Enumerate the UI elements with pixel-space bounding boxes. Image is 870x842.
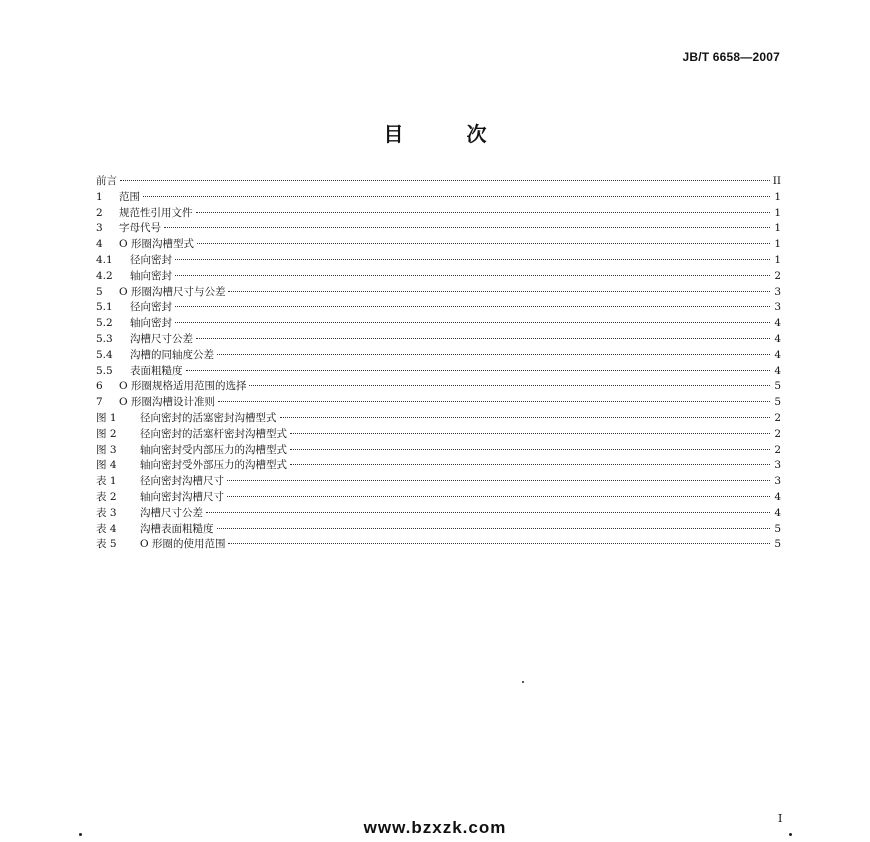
toc-entry-number: 4 bbox=[96, 238, 103, 251]
toc-leader-dots bbox=[186, 370, 771, 371]
scan-speck bbox=[79, 833, 82, 836]
toc-entry-label: 径向密封的活塞杆密封沟槽型式 bbox=[140, 427, 287, 440]
toc-entry-label: 表面粗糙度 bbox=[130, 364, 183, 377]
toc-entry-label: 前言 bbox=[96, 175, 117, 187]
toc-entry-number: 图 1 bbox=[96, 411, 117, 424]
toc-leader-dots bbox=[175, 322, 770, 323]
toc-entry[interactable] bbox=[96, 474, 781, 490]
toc-entry-number: 5.1 bbox=[96, 301, 113, 314]
toc-entry[interactable] bbox=[96, 506, 781, 522]
toc-entry-label: 径向密封的活塞密封沟槽型式 bbox=[140, 411, 277, 424]
scan-speck bbox=[789, 833, 792, 836]
toc-entry-number: 图 2 bbox=[96, 427, 117, 440]
toc-entry[interactable] bbox=[96, 348, 781, 364]
toc-entry-number: 5 bbox=[96, 285, 103, 298]
toc-entry[interactable] bbox=[96, 458, 781, 474]
toc-entry[interactable] bbox=[96, 427, 781, 443]
toc-entry-label: 范围 bbox=[119, 190, 140, 203]
toc-entry[interactable] bbox=[96, 285, 781, 301]
toc-entry[interactable] bbox=[96, 174, 781, 190]
toc-leader-dots bbox=[206, 512, 770, 513]
toc-entry-label: 沟槽尺寸公差 bbox=[130, 332, 193, 345]
toc-entry-page: 2 bbox=[774, 269, 781, 282]
toc-entry-number: 4.1 bbox=[96, 253, 113, 266]
toc-entry-page: 5 bbox=[774, 522, 781, 535]
toc-entry-label: 径向密封 bbox=[130, 253, 172, 266]
toc-entry[interactable] bbox=[96, 443, 781, 459]
toc-entry-page: 3 bbox=[774, 301, 781, 314]
toc-entry-page: 2 bbox=[774, 427, 781, 440]
toc-leader-dots bbox=[175, 275, 770, 276]
toc-entry-number: 4.2 bbox=[96, 269, 113, 282]
toc-entry-page: 1 bbox=[774, 238, 781, 251]
toc-entry-label: 轴向密封沟槽尺寸 bbox=[140, 490, 224, 503]
toc-entry-number: 表 2 bbox=[96, 490, 117, 503]
toc-entry-label: 沟槽尺寸公差 bbox=[140, 506, 203, 519]
toc-entry-label: 沟槽表面粗糙度 bbox=[140, 522, 214, 535]
toc-entry-label: 径向密封沟槽尺寸 bbox=[140, 475, 224, 488]
toc-entry-page: II bbox=[772, 175, 781, 187]
toc-entry-page: 1 bbox=[774, 222, 781, 235]
toc-entry-label: O 形圈规格适用范围的选择 bbox=[119, 380, 247, 393]
toc-entry[interactable] bbox=[96, 537, 781, 553]
toc-leader-dots bbox=[196, 338, 770, 339]
website-watermark[interactable]: www.bzxzk.com bbox=[363, 818, 507, 837]
toc-leader-dots bbox=[120, 180, 770, 181]
toc-entry-number: 3 bbox=[96, 222, 103, 235]
toc-entry-label: 字母代号 bbox=[119, 222, 161, 235]
toc-leader-dots bbox=[217, 528, 771, 529]
toc-leader-dots bbox=[227, 496, 770, 497]
toc-entry[interactable] bbox=[96, 300, 781, 316]
toc-entry[interactable] bbox=[96, 395, 781, 411]
toc-entry-label: 规范性引用文件 bbox=[119, 206, 193, 219]
toc-leader-dots bbox=[290, 433, 770, 434]
toc-leader-dots bbox=[290, 449, 770, 450]
toc-entry[interactable] bbox=[96, 411, 781, 427]
toc-entry-label: 轴向密封受内部压力的沟槽型式 bbox=[140, 443, 287, 456]
toc-leader-dots bbox=[196, 212, 771, 213]
toc-leader-dots bbox=[217, 354, 770, 355]
toc-leader-dots bbox=[280, 417, 771, 418]
toc-entry[interactable] bbox=[96, 253, 781, 269]
toc-entry-label: O 形圈沟槽设计准则 bbox=[119, 396, 215, 409]
toc-entry-page: 4 bbox=[774, 490, 781, 503]
toc-entry-number: 6 bbox=[96, 380, 103, 393]
toc-leader-dots bbox=[164, 227, 770, 228]
toc-entry-label: O 形圈的使用范围 bbox=[140, 538, 226, 551]
toc-entry-label: O 形圈沟槽尺寸与公差 bbox=[119, 285, 226, 298]
toc-entry-number: 7 bbox=[96, 396, 103, 409]
toc-entry-page: 5 bbox=[774, 538, 781, 551]
page-title: 目 次 bbox=[383, 122, 515, 146]
toc-leader-dots bbox=[175, 259, 770, 260]
toc-entry-page: 4 bbox=[774, 317, 781, 330]
standard-number: JB/T 6658—2007 bbox=[682, 50, 780, 64]
toc-entry-number: 表 4 bbox=[96, 522, 117, 535]
toc-entry-page: 5 bbox=[774, 380, 781, 393]
toc-entry-label: 沟槽的同轴度公差 bbox=[130, 348, 214, 361]
toc-entry-label: 轴向密封 bbox=[130, 269, 172, 282]
toc-entry-number: 表 3 bbox=[96, 506, 117, 519]
toc-entry-label: 径向密封 bbox=[130, 301, 172, 314]
toc-entry-number: 图 4 bbox=[96, 459, 117, 472]
toc-leader-dots bbox=[143, 196, 770, 197]
toc-leader-dots bbox=[290, 464, 770, 465]
toc-entry[interactable] bbox=[96, 221, 781, 237]
toc-entry-page: 1 bbox=[774, 206, 781, 219]
toc-entry-number: 5.2 bbox=[96, 317, 113, 330]
toc-entry-number: 5.3 bbox=[96, 332, 113, 345]
toc-leader-dots bbox=[218, 401, 770, 402]
toc-leader-dots bbox=[228, 543, 770, 544]
toc-entry-number: 表 5 bbox=[96, 538, 117, 551]
toc-leader-dots bbox=[249, 385, 770, 386]
toc-leader-dots bbox=[228, 291, 770, 292]
toc-leader-dots bbox=[227, 480, 770, 481]
scan-speck bbox=[522, 681, 524, 683]
toc-entry[interactable] bbox=[96, 379, 781, 395]
toc-entry[interactable] bbox=[96, 522, 781, 538]
toc-entry[interactable] bbox=[96, 190, 781, 206]
toc-entry-number: 5.5 bbox=[96, 364, 113, 377]
toc-entry-page: 3 bbox=[774, 459, 781, 472]
toc-entry-number: 5.4 bbox=[96, 348, 113, 361]
toc-entry[interactable] bbox=[96, 316, 781, 332]
toc-entry-number: 2 bbox=[96, 206, 103, 219]
toc-entry-number: 表 1 bbox=[96, 475, 117, 488]
toc-entry-number: 1 bbox=[96, 190, 103, 203]
toc-entry-label: 轴向密封受外部压力的沟槽型式 bbox=[140, 459, 287, 472]
toc-entry-page: 2 bbox=[774, 443, 781, 456]
toc-leader-dots bbox=[175, 306, 770, 307]
toc-entry-page: 3 bbox=[774, 285, 781, 298]
toc-leader-dots bbox=[197, 243, 770, 244]
toc-entry[interactable] bbox=[96, 206, 781, 222]
toc-entry[interactable] bbox=[96, 237, 781, 253]
toc-entry[interactable] bbox=[96, 364, 781, 380]
toc-entry-page: 2 bbox=[774, 411, 781, 424]
toc-entry-label: O 形圈沟槽型式 bbox=[119, 238, 194, 251]
toc-entry-page: 4 bbox=[774, 364, 781, 377]
toc-entry-page: 5 bbox=[774, 396, 781, 409]
toc-entry-page: 3 bbox=[774, 475, 781, 488]
table-of-contents bbox=[96, 174, 781, 553]
toc-entry[interactable] bbox=[96, 490, 781, 506]
toc-entry-page: 4 bbox=[774, 348, 781, 361]
toc-entry-page: 1 bbox=[774, 190, 781, 203]
toc-entry-page: 4 bbox=[774, 332, 781, 345]
toc-entry[interactable] bbox=[96, 332, 781, 348]
toc-entry[interactable] bbox=[96, 269, 781, 285]
toc-entry-number: 图 3 bbox=[96, 443, 117, 456]
toc-entry-page: 4 bbox=[774, 506, 781, 519]
toc-entry-page: 1 bbox=[774, 253, 781, 266]
page-folio: I bbox=[778, 812, 783, 825]
toc-entry-label: 轴向密封 bbox=[130, 317, 172, 330]
